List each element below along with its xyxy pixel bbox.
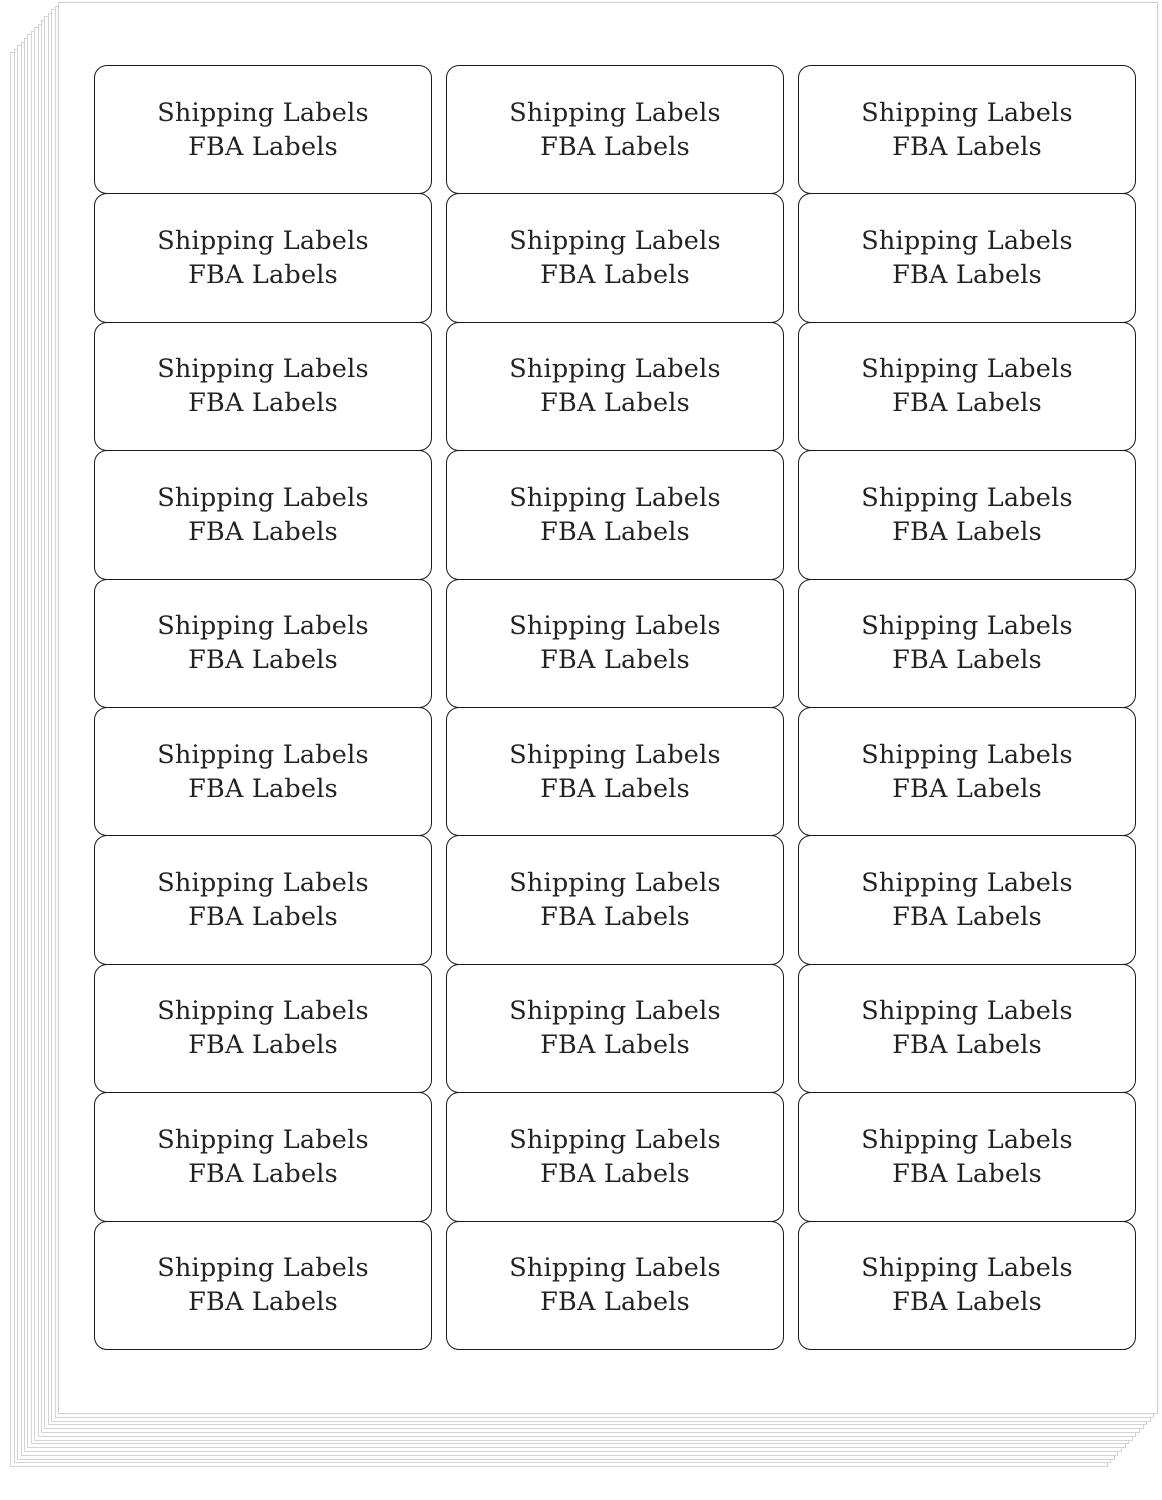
label-line-1: Shipping Labels <box>157 1124 369 1155</box>
label <box>446 322 784 451</box>
label <box>798 1092 1136 1221</box>
label-line-2: FBA Labels <box>892 902 1042 933</box>
label-grid <box>94 65 1136 1349</box>
label <box>94 193 432 322</box>
label-line-1: Shipping Labels <box>157 996 369 1027</box>
label <box>94 450 432 579</box>
label-line-1: Shipping Labels <box>509 482 721 513</box>
label-line-1: Shipping Labels <box>157 97 369 128</box>
label-line-1: Shipping Labels <box>861 354 1073 385</box>
label-line-1: Shipping Labels <box>509 1253 721 1284</box>
label-line-2: FBA Labels <box>540 645 690 676</box>
label-line-2: FBA Labels <box>188 1030 338 1061</box>
label-line-2: FBA Labels <box>892 388 1042 419</box>
label-line-2: FBA Labels <box>188 902 338 933</box>
label-line-2: FBA Labels <box>540 1287 690 1318</box>
label-line-2: FBA Labels <box>892 260 1042 291</box>
label-line-2: FBA Labels <box>540 131 690 162</box>
label-line-2: FBA Labels <box>188 260 338 291</box>
label-line-1: Shipping Labels <box>861 226 1073 257</box>
label-line-2: FBA Labels <box>540 260 690 291</box>
label-line-2: FBA Labels <box>540 773 690 804</box>
label-line-2: FBA Labels <box>540 516 690 547</box>
label <box>94 1092 432 1221</box>
label <box>798 964 1136 1093</box>
label <box>446 1092 784 1221</box>
label-line-2: FBA Labels <box>892 516 1042 547</box>
label-line-1: Shipping Labels <box>509 97 721 128</box>
label-line-1: Shipping Labels <box>861 482 1073 513</box>
label-line-1: Shipping Labels <box>509 354 721 385</box>
label-line-1: Shipping Labels <box>157 868 369 899</box>
label <box>446 835 784 964</box>
label-line-1: Shipping Labels <box>157 226 369 257</box>
label-line-2: FBA Labels <box>188 516 338 547</box>
label-line-1: Shipping Labels <box>861 1253 1073 1284</box>
label-line-2: FBA Labels <box>188 388 338 419</box>
label-line-2: FBA Labels <box>188 773 338 804</box>
label-line-1: Shipping Labels <box>861 97 1073 128</box>
label-line-1: Shipping Labels <box>509 868 721 899</box>
label <box>798 65 1136 194</box>
label-line-1: Shipping Labels <box>509 739 721 770</box>
label <box>446 450 784 579</box>
label <box>798 322 1136 451</box>
label <box>798 450 1136 579</box>
label-line-2: FBA Labels <box>540 1158 690 1189</box>
label-line-2: FBA Labels <box>540 1030 690 1061</box>
label-line-2: FBA Labels <box>188 1158 338 1189</box>
label <box>446 579 784 708</box>
label <box>798 835 1136 964</box>
label-line-1: Shipping Labels <box>861 868 1073 899</box>
label-line-2: FBA Labels <box>540 902 690 933</box>
label-line-1: Shipping Labels <box>509 996 721 1027</box>
label <box>446 964 784 1093</box>
label-line-2: FBA Labels <box>188 131 338 162</box>
label <box>446 1221 784 1350</box>
label-line-1: Shipping Labels <box>157 611 369 642</box>
label <box>94 835 432 964</box>
label <box>446 65 784 194</box>
label-line-2: FBA Labels <box>188 1287 338 1318</box>
label-line-1: Shipping Labels <box>157 739 369 770</box>
label-line-2: FBA Labels <box>892 773 1042 804</box>
label <box>94 1221 432 1350</box>
label <box>94 707 432 836</box>
label-line-1: Shipping Labels <box>157 354 369 385</box>
label-line-1: Shipping Labels <box>861 611 1073 642</box>
label <box>798 193 1136 322</box>
label-line-1: Shipping Labels <box>861 739 1073 770</box>
label-line-2: FBA Labels <box>540 388 690 419</box>
label <box>798 579 1136 708</box>
label-line-1: Shipping Labels <box>509 1124 721 1155</box>
label <box>798 707 1136 836</box>
label <box>798 1221 1136 1350</box>
label-line-2: FBA Labels <box>188 645 338 676</box>
label-line-2: FBA Labels <box>892 1030 1042 1061</box>
label-line-2: FBA Labels <box>892 131 1042 162</box>
label-line-1: Shipping Labels <box>861 1124 1073 1155</box>
label-line-1: Shipping Labels <box>157 482 369 513</box>
label-line-1: Shipping Labels <box>509 611 721 642</box>
label-line-2: FBA Labels <box>892 1287 1042 1318</box>
label-line-1: Shipping Labels <box>509 226 721 257</box>
label <box>446 707 784 836</box>
label <box>94 579 432 708</box>
label-line-1: Shipping Labels <box>861 996 1073 1027</box>
label <box>94 322 432 451</box>
label <box>94 65 432 194</box>
label-line-2: FBA Labels <box>892 645 1042 676</box>
label <box>446 193 784 322</box>
label <box>94 964 432 1093</box>
label-line-2: FBA Labels <box>892 1158 1042 1189</box>
label-line-1: Shipping Labels <box>157 1253 369 1284</box>
